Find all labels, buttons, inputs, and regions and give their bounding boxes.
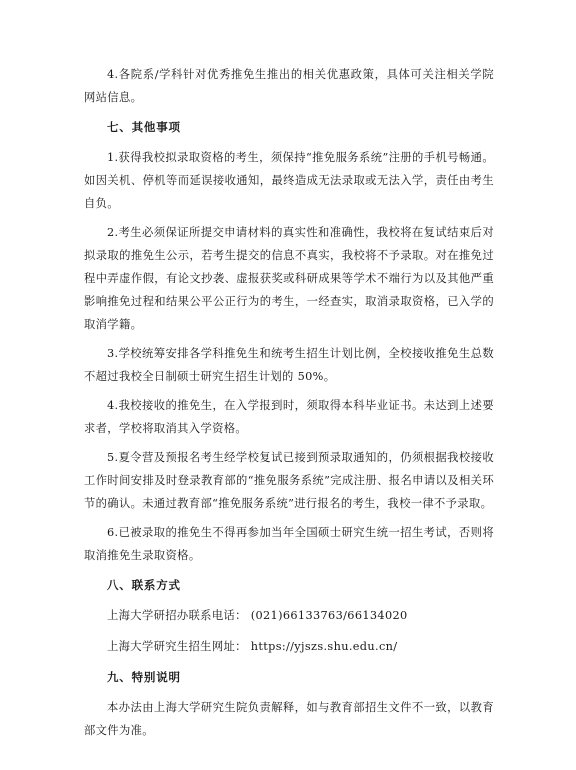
contact-phone: 上海大学研招办联系电话： (021)66133763/66134020 (107, 609, 408, 622)
other-matters-item-3: 3.学校统筹安排各学科推免生和统考生招生计划比例，全校接收推免生总数不超过我校全日制硕士研究生招生计划的 50%。 (84, 347, 494, 383)
section-heading-special-notes: 九、特别说明 (107, 670, 181, 684)
section-heading-contact: 八、联系方式 (107, 578, 181, 592)
other-matters-item-6: 6.已被录取的推免生不得再参加当年全国硕士研究生统一招生考试，否则将取消推免生录取资格。 (84, 526, 494, 562)
contact-website: 上海大学研究生招生网址： https://yjszs.shu.edu.cn/ (107, 640, 398, 653)
other-matters-item-5: 5.夏令营及预报名考生经学校复试已接到预录取通知的，仍须根据我校接收工作时间安排及时登录教育部的“推免服务系统”完成注册、报名申请以及相关环节的确认。未通过教育部“推免服务系统”进行报名的考生，我校一律不予录取。 (84, 451, 494, 510)
section-heading-other-matters: 七、其他事项 (107, 120, 181, 134)
special-notes-paragraph: 本办法由上海大学研究生院负责解释，如与教育部招生文件不一致，以教育部文件为准。 (84, 701, 494, 737)
other-matters-item-1: 1.获得我校拟录取资格的考生，须保持“推免服务系统”注册的手机号畅通。如因关机、停机等而延误接收通知，最终造成无法录取或无法入学，责任由考生自负。 (84, 151, 494, 210)
other-matters-item-2: 2.考生必须保证所提交申请材料的真实性和准确性，我校将在复试结束后对拟录取的推免生公示，若考生提交的信息不真实，我校将不予录取。对在推免过程中弄虚作假，有论文抄袭、虚报获奖或科研成果等学术不端行为以及其他严重影响推免过程和结果公平公正行为的考生，一经查实，取消录取资格，已入学的取消学籍。 (84, 226, 494, 331)
other-matters-item-4: 4.我校接收的推免生，在入学报到时，须取得本科毕业证书。未达到上述要求者，学校将取消其入学资格。 (84, 399, 494, 435)
policy-paragraph-4: 4.各院系/学科针对优秀推免生推出的相关优惠政策，具体可关注相关学院网站信息。 (84, 68, 494, 104)
